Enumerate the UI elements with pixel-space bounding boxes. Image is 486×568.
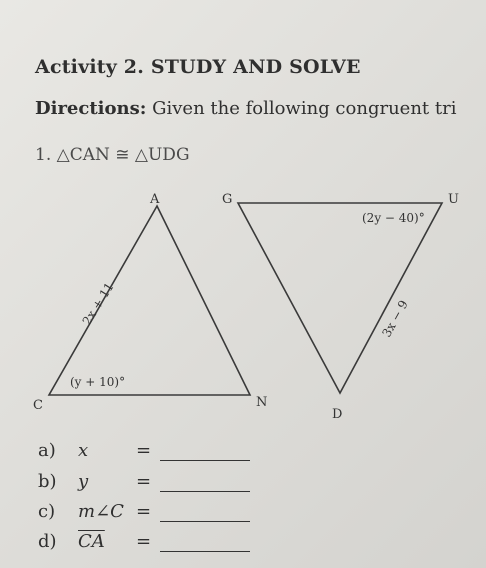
answer-blank[interactable] (160, 491, 250, 492)
question-letter: a) (38, 440, 56, 461)
question-letter: c) (38, 501, 56, 522)
vertex-n: N (256, 395, 268, 410)
angle-label-c: (y + 10)° (70, 375, 126, 389)
vertex-d: D (332, 407, 343, 422)
equals-sign: = (136, 440, 152, 461)
equals-sign: = (136, 471, 152, 492)
vertex-c: C (33, 398, 43, 413)
answer-blank[interactable] (160, 551, 250, 552)
activity-title: Activity 2. STUDY AND SOLVE (35, 56, 361, 78)
vertex-a: A (150, 192, 160, 207)
side-label-ca: 2x + 11 (79, 280, 117, 328)
question-letter: d) (38, 531, 57, 552)
directions-label: Directions: (35, 98, 147, 119)
question-variable: $\overline{CA}$ (78, 531, 105, 552)
question-variable: y (78, 471, 89, 492)
triangle-can (49, 206, 250, 395)
question-letter: b) (38, 471, 57, 492)
side-label-ud: 3x − 9 (379, 297, 411, 340)
congruence-statement: 1. △CAN ≅ △UDG (35, 145, 190, 165)
answer-blank[interactable] (160, 460, 250, 461)
equals-sign: = (136, 531, 152, 552)
directions-text: Given the following congruent tri (152, 98, 457, 119)
question-variable: x (78, 440, 89, 461)
triangle-gud (238, 203, 442, 393)
vertex-u: U (448, 192, 459, 207)
equals-sign: = (136, 501, 152, 522)
question-variable: m∠C (78, 501, 124, 522)
angle-label-u: (2y − 40)° (362, 211, 425, 225)
answer-blank[interactable] (160, 521, 250, 522)
vertex-g: G (222, 192, 233, 207)
